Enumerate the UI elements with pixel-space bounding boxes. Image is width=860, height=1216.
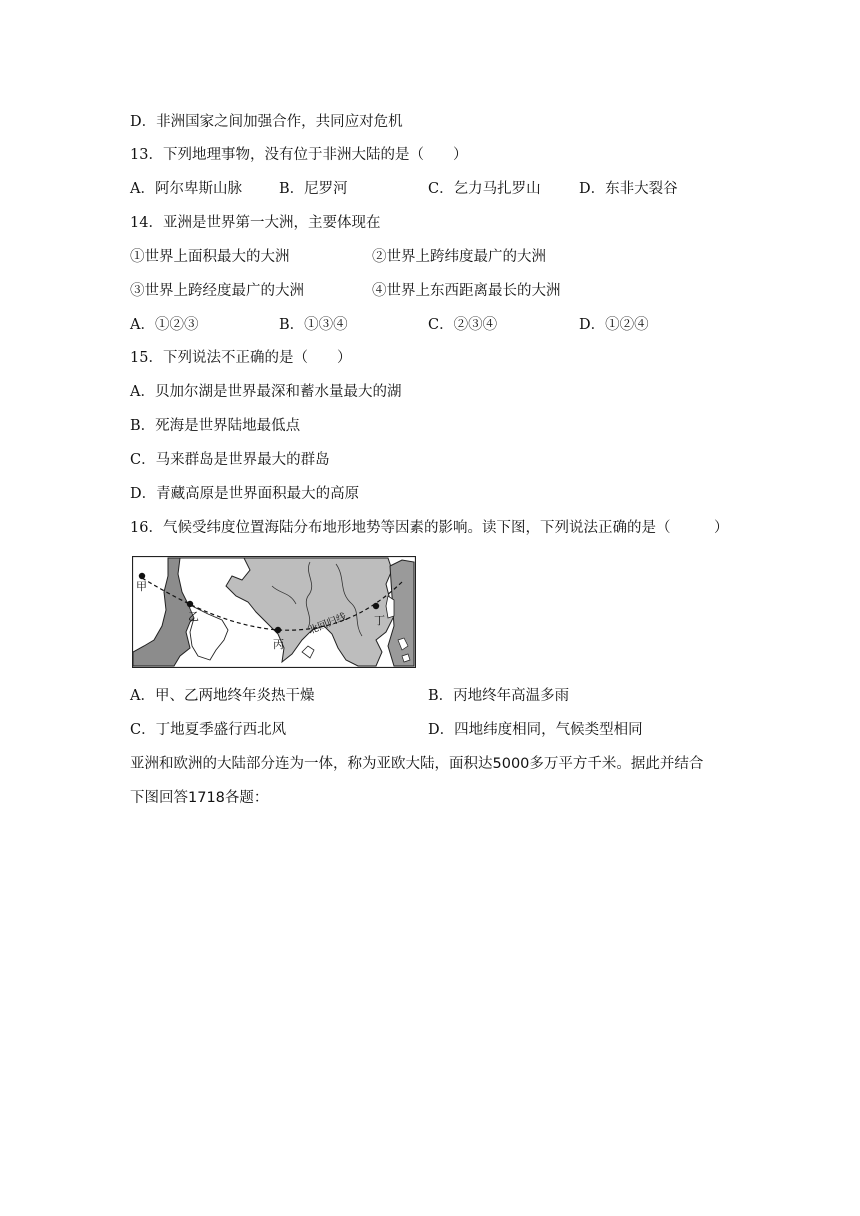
q14-option-b: B．①③④ <box>279 317 348 333</box>
q14-option-d: D．①②④ <box>579 317 649 333</box>
q15-option-d: D．青藏高原是世界面积最大的高原 <box>130 486 360 502</box>
q13-option-b: B．尼罗河 <box>279 181 348 197</box>
q14-statement-3: ③世界上跨经度最广的大洲 <box>130 283 304 299</box>
q16-option-c: C．丁地夏季盛行西北风 <box>130 722 287 738</box>
q14-option-a: A．①②③ <box>130 317 199 333</box>
tropic-of-cancer-label: 北回归线 <box>307 611 349 637</box>
q14-statement-4: ④世界上东西距离最长的大洲 <box>372 283 561 299</box>
point-ding-marker <box>373 603 379 609</box>
q13-option-d: D．东非大裂谷 <box>579 181 678 197</box>
q14-option-c: C．②③④ <box>428 317 498 333</box>
label-jia: 甲 <box>136 580 147 593</box>
q16-options-row2 <box>130 720 730 740</box>
point-jia-marker <box>139 573 145 579</box>
q15-option-c: C．马来群岛是世界最大的群岛 <box>130 452 330 468</box>
q14-statements-row1 <box>130 247 730 267</box>
q15-option-b: B．死海是世界陆地最低点 <box>130 418 301 434</box>
q16-stem: 16．气候受纬度位置海陆分布地形地势等因素的影响。读下图，下列说法正确的是（ ） <box>130 520 729 536</box>
q13-option-c: C．乞力马扎罗山 <box>428 181 541 197</box>
q14-statements-row2 <box>130 281 730 301</box>
q16-options-row1 <box>130 686 730 706</box>
label-bing: 丙 <box>273 638 284 651</box>
q12-option-d: D．非洲国家之间加强合作，共同应对危机 <box>130 114 403 130</box>
q15-option-a: A．贝加尔湖是世界最深和蓄水量最大的湖 <box>130 384 402 400</box>
point-bing-marker <box>275 627 281 633</box>
point-yi-marker <box>187 601 193 607</box>
q14-statement-2: ②世界上跨纬度最广的大洲 <box>372 249 546 265</box>
q16-option-b: B．丙地终年高温多雨 <box>428 688 570 704</box>
q14-stem: 14．亚洲是世界第一大洲，主要体现在 <box>130 215 381 231</box>
label-ding: 丁 <box>374 614 385 627</box>
passage-line-2: 下图回答1718各题： <box>130 790 269 806</box>
q16-climate-map <box>132 556 416 668</box>
q16-option-d: D．四地纬度相同，气候类型相同 <box>428 722 643 738</box>
q16-option-a: A．甲、乙两地终年炎热干燥 <box>130 688 315 704</box>
q14-statement-1: ①世界上面积最大的大洲 <box>130 249 290 265</box>
q13-options <box>130 179 730 199</box>
q15-stem: 15．下列说法不正确的是（ ） <box>130 350 352 366</box>
q14-options <box>130 315 730 335</box>
q13-option-a: A．阿尔卑斯山脉 <box>130 181 242 197</box>
label-yi: 乙 <box>188 610 199 623</box>
q13-stem: 13．下列地理事物，没有位于非洲大陆的是（ ） <box>130 147 468 163</box>
passage-line-1: 亚洲和欧洲的大陆部分连为一体，称为亚欧大陆，面积达5000多万平方千米。据此并结合 <box>130 756 704 772</box>
